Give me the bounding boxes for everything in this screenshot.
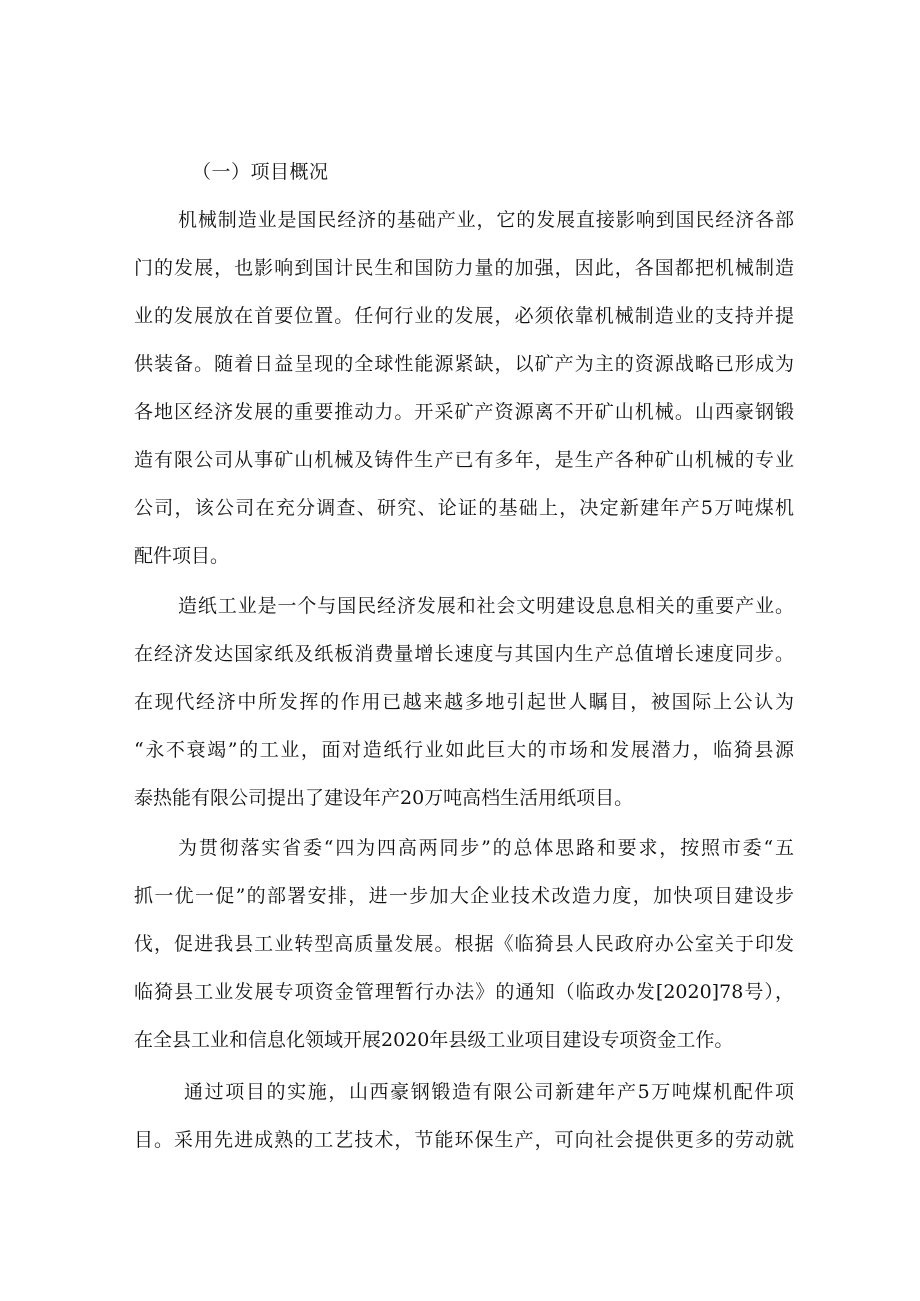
text-line: 机械制造业是国民经济的基础产业，它的发展直接影响到国民经济各部	[178, 209, 794, 231]
text-line: 临猗县工业发展专项资金管理暂行办法》的通知（临政办发[2020]78号），	[134, 981, 794, 1003]
text-line: 在经济发达国家纸及纸板消费量增长速度与其国内生产总值增长速度同步。	[134, 643, 794, 665]
text-line: 造有限公司从事矿山机械及铸件生产已有多年，是生产各种矿山机械的专业	[134, 449, 794, 471]
text-line: 供装备。随着日益呈现的全球性能源紧缺，以矿产为主的资源战略已形成为	[134, 353, 794, 375]
section-heading: （一）项目概况	[192, 161, 329, 183]
text-line: 造纸工业是一个与国民经济发展和社会文明建设息息相关的重要产业。	[178, 595, 794, 617]
text-line: “永不衰竭”的工业，面对造纸行业如此巨大的市场和发展潜力，临猗县源	[134, 739, 794, 761]
text-line: 业的发展放在首要位置。任何行业的发展，必须依靠机械制造业的支持并提	[134, 305, 794, 327]
text-line: 在全县工业和信息化领域开展2020年县级工业项目建设专项资金工作。	[134, 1029, 734, 1051]
text-line: 抓一优一促”的部署安排，进一步加大企业技术改造力度，加快项目建设步	[134, 885, 794, 907]
text-line: 通过项目的实施，山西豪钢锻造有限公司新建年产5万吨煤机配件项	[184, 1081, 794, 1103]
text-line: 泰热能有限公司提出了建设年产20万吨高档生活用纸项目。	[134, 787, 634, 809]
text-line: 门的发展，也影响到国计民生和国防力量的加强，因此，各国都把机械制造	[134, 257, 794, 279]
text-line: 在现代经济中所发挥的作用已越来越多地引起世人瞩目，被国际上公认为	[134, 691, 794, 713]
text-line: 各地区经济发展的重要推动力。开采矿产资源离不开矿山机械。山西豪钢锻	[134, 401, 794, 423]
text-line: 为贯彻落实省委“四为四高两同步”的总体思路和要求，按照市委“五	[178, 837, 794, 859]
text-line: 目。采用先进成熟的工艺技术，节能环保生产，可向社会提供更多的劳动就	[134, 1129, 794, 1151]
text-line: 配件项目。	[134, 545, 230, 567]
text-line: 伐，促进我县工业转型高质量发展。根据《临猗县人民政府办公室关于印发	[134, 933, 794, 955]
text-line: 公司，该公司在充分调查、研究、论证的基础上，决定新建年产5万吨煤机	[134, 497, 794, 519]
